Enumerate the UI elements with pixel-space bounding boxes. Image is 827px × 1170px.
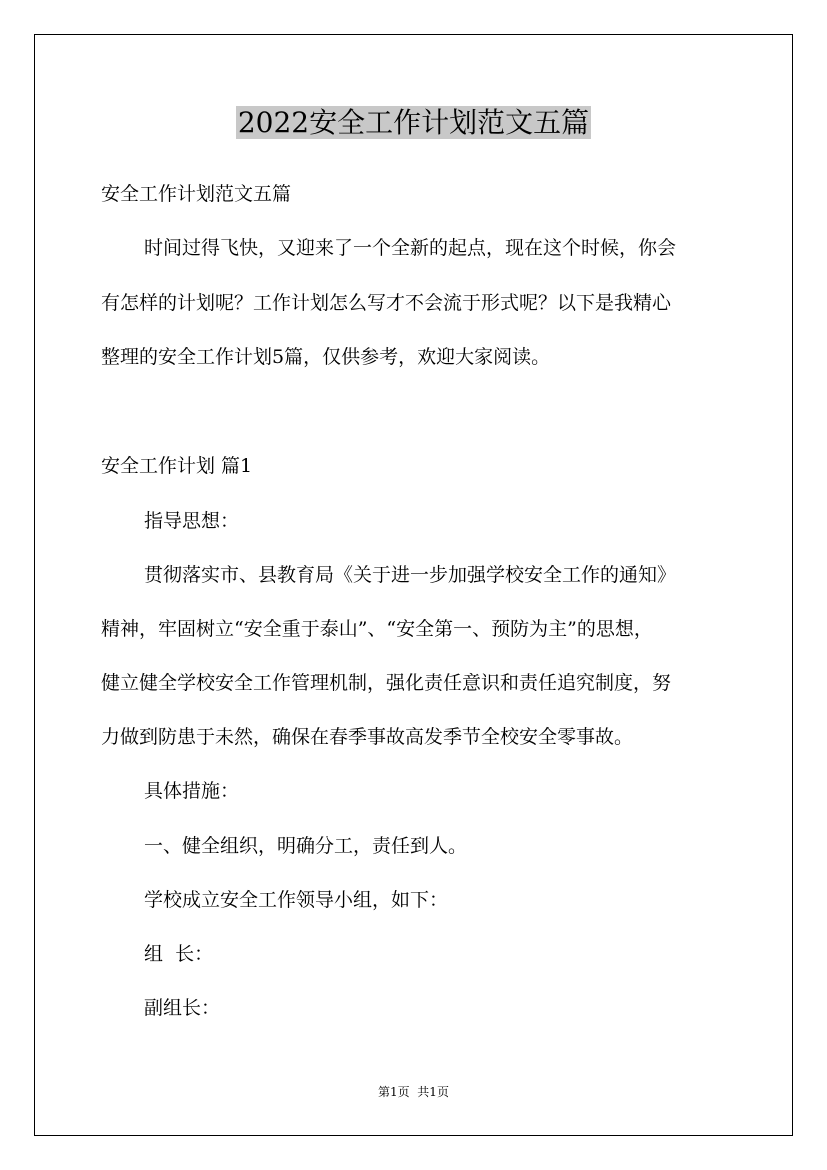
measure-1: 一、健全组织，明确分工，责任到人。: [144, 835, 468, 857]
guiding-line-1: 贯彻落实市、县教育局《关于进一步加强学校安全工作的通知》: [144, 564, 677, 586]
intro-line-1: 时间过得飞快，又迎来了一个全新的起点，现在这个时候，你会: [144, 237, 677, 259]
group-intro: 学校成立安全工作领导小组，如下：: [144, 889, 449, 911]
guiding-line-4: 力做到防患于未然，确保在春季事故高发季节全校安全零事故。: [101, 726, 634, 748]
intro-line-2: 有怎样的计划呢？工作计划怎么写才不会流于形式呢？以下是我精心: [101, 292, 672, 314]
measures-label: 具体措施：: [144, 780, 240, 802]
deputy-label: 副组长：: [144, 997, 221, 1019]
guiding-line-3: 健立健全学校安全工作管理机制，强化责任意识和责任追究制度，努: [101, 672, 672, 694]
guiding-label: 指导思想：: [144, 510, 240, 532]
document-title-text: 2022安全工作计划范文五篇: [237, 106, 590, 139]
section-heading: 安全工作计划 篇1: [101, 455, 253, 477]
leader-label: 组 长：: [144, 943, 214, 965]
document-title: [0, 102, 827, 144]
guiding-line-2: 精神，牢固树立“安全重于泰山”、“安全第一、预防为主”的思想，: [101, 618, 653, 640]
page-footer: 第1页 共1页: [378, 1085, 449, 1099]
intro-line-3: 整理的安全工作计划5篇，仅供参考，欢迎大家阅读。: [101, 346, 551, 368]
document-subtitle: 安全工作计划范文五篇: [101, 183, 292, 205]
